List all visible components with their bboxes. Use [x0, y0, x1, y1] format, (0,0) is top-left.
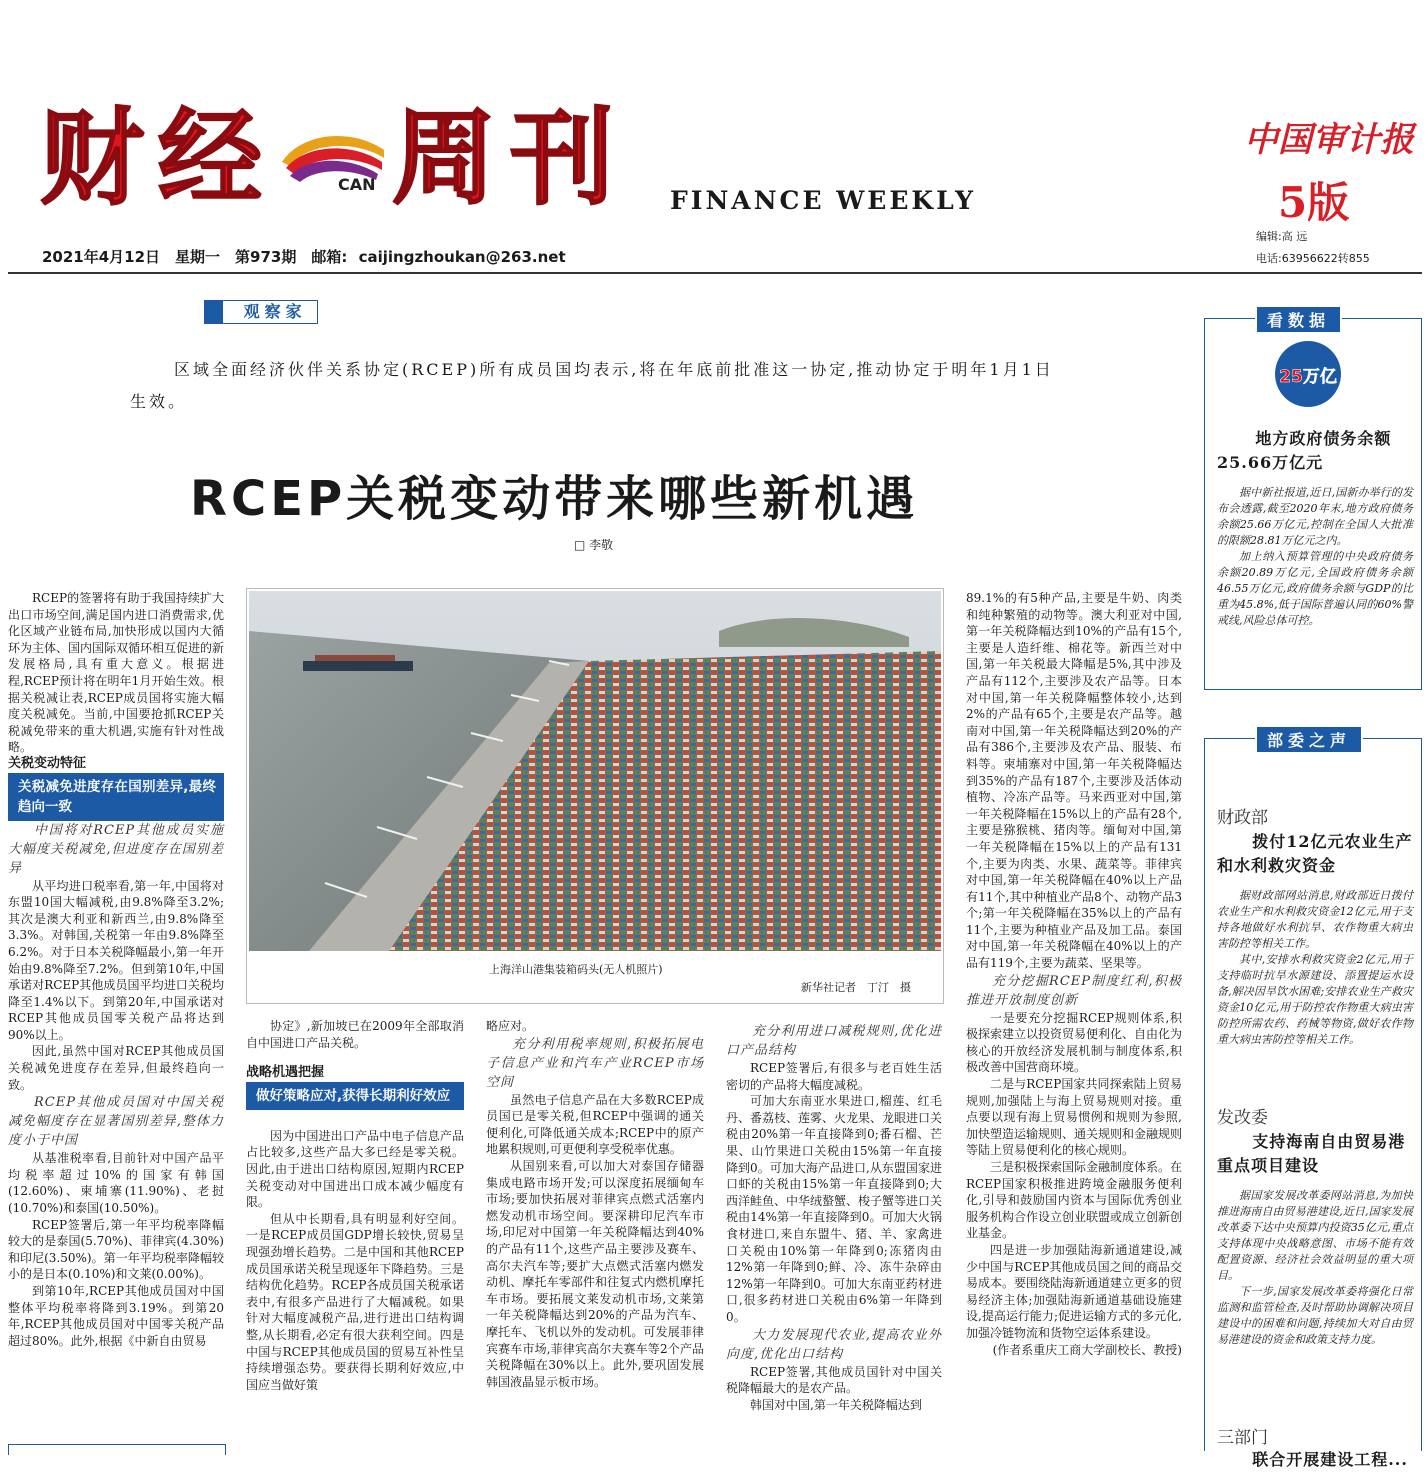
- photo-credit: 新华社记者 丁汀 摄: [801, 981, 911, 994]
- ministry-item: [1217, 1103, 1413, 1348]
- port-photo: [246, 588, 944, 1004]
- article-byline: □ 李敬: [574, 538, 614, 552]
- intro-paragraph: 区域全面经济伙伴关系协定(RCEP)所有成员国均表示,将在年底前批准这一协定,推动协定于明年1月1日生效。: [130, 360, 1054, 411]
- ministry-dept: 财政部: [1217, 808, 1268, 828]
- italic-subhead: 充分挖掘RCEP制度红利,积极推进开放制度创新: [966, 973, 1182, 1008]
- paragraph: 其中,安排水利救灾资金2亿元,用于支持临时抗旱水源建设、添置提运水设备,解决因旱饮水困难;安排农业生产救灾资金10亿元,用于防控农作物重大病虫害防控所需农药、药械等物资,做好农作物重大病虫害防控等相关工作。: [1217, 953, 1413, 1046]
- ministry-box-tag-label: 部委之声: [1257, 727, 1361, 752]
- italic-subhead: RCEP其他成员国对中国关税减免幅度存在显著国别差异,整体力度小于中国: [8, 1095, 224, 1149]
- masthead-char-2: 经: [158, 97, 263, 219]
- italic-subhead: 充分利用税率规则,积极拓展电子信息产业和汽车产业RCEP市场空间: [486, 1036, 704, 1090]
- paragraph: RCEP签署,其他成员国针对中国关税降幅最大的是农产品。: [726, 1364, 942, 1396]
- section-tag-label: 观察家: [243, 302, 307, 321]
- section-highlight-box: 做好策略应对,获得长期利好效应: [246, 1082, 464, 1110]
- next-box-edge: [8, 1444, 226, 1455]
- paragraph: 从国别来看,可以加大对泰国存储器集成电路市场开发;可以深度拓展缅甸车市场;要加快拓展对菲律宾点燃式活塞内燃发动机市场空间。要深耕印尼汽车市场,印尼对中国第一年关税降幅达到40%的产品有11个,这些产品主要涉及赛车、高尔夫汽车等;要扩大点燃式活塞内燃发动机、摩托车零部件和往复式内燃机摩托车市场。要拓展文莱发动机市场,文莱第一年关税降幅达到20%的产品为汽车、摩托车、飞机以外的发动机。可发展菲律宾赛车市场,菲律宾高尔夫赛车等2个产品关税降幅在30%以上。此外,要巩固发展韩国液晶显示板市场。: [486, 1158, 704, 1389]
- article-column-2: [246, 1018, 464, 1450]
- masthead-char-1: 财: [40, 97, 145, 219]
- paragraph: 到第10年,RCEP其他成员国对中国整体平均税率将降到3.19%。到第20年,RCEP其他成员国对中国零关税产品超过80%。此外,根据《中新自由贸易: [8, 1284, 224, 1348]
- editor-credit: 编辑:高 远: [1256, 230, 1308, 243]
- italic-subhead: 大力发展现代农业,提高农业外向度,优化出口结构: [726, 1327, 942, 1362]
- paragraph: 89.1%的有5种产品,主要是牛奶、肉类和纯种繁殖的动物等。澳大利亚对中国,第一年关税降幅达到10%的产品有15个,主要是人造纤维、棉花等。新西兰对中国,第一年关税最大降幅是5%,其中涉及产品有112个,主要涉及农产品等。日本对中国,第一年关税降幅整体较小,达到2%的产品有65个,主要是农产品等。越南对中国,第一年关税降幅达到20%的产品有386个,主要涉及农产品、服装、布料等。柬埔寨对中国,第一年关税降幅达到35%的产品有187个,主要涉及活体动植物、冷冻产品等。马来西亚对中国,第一年关税降幅在15%以上的产品有28个,主要是猕猴桃、猪肉等。缅甸对中国,第一年关税降幅在15%以上的产品有131个,主要为肉类、水果、蔬菜等。菲律宾对中国,第一年关税降幅在40%以上产品有11个,其中种植业产品8个、动物产品3个;第一年关税降幅在35%以上的产品有11个,主要为种植业产品及加工品。泰国对中国,第一年关税降幅在40%以上的产品有119个,主要为蔬菜、坚果等。: [966, 591, 1182, 971]
- paragraph: 因此,虽然中国对RCEP其他成员国关税减免进度存在差异,但最终趋向一致。: [8, 1044, 224, 1092]
- paragraph: RCEP签署后,有很多与老百姓生活密切的产品将大幅度减税。: [726, 1061, 942, 1092]
- data-badge: [1275, 341, 1341, 407]
- paragraph: 二是与RCEP国家共同探索陆上贸易规则,加强陆上与海上贸易规则对接。重点要以现有海上贸易惯例和规则为参照,加快塑造运输规则、通关规则和金融规则等陆上贸易便利化的核心规则。: [966, 1077, 1183, 1158]
- ministry-dept: 三部门: [1217, 1428, 1268, 1448]
- paragraph: 韩国对中国,第一年关税降幅达到: [750, 1397, 922, 1412]
- italic-subhead: 中国将对RCEP其他成员实施大幅度关税减免,但进度存在国别差异: [8, 822, 224, 876]
- ministry-body: [1217, 1188, 1413, 1348]
- data-badge-value: 25万亿: [1279, 366, 1337, 387]
- ministry-body: [1217, 888, 1413, 1048]
- paragraph: RCEP签署后,第一年平均税率降幅较大的是泰国(5.70%)、菲律宾(4.30%)和印尼(3.50%)。第一年平均税率降幅较小的是日本(0.10%)和文莱(0.00%)。: [8, 1217, 224, 1282]
- paragraph: 加上纳入预算管理的中央政府债务余额20.89万亿元,全国政府债务余额46.55万亿元,政府债务余额与GDP的比重为45.8%,低于国际普遍认同的60%警戒线,风险总体可控。: [1217, 550, 1413, 627]
- subheading: 关税变动特征: [8, 755, 87, 771]
- photo-caption: 上海洋山港集装箱码头(无人机照片): [489, 963, 663, 976]
- paragraph: 一是要充分挖掘RCEP规则体系,积极探索建立以投资贸易便利化、自由化为核心的开放经济发展机制与制度体系,积极改善中国营商环境。: [966, 1010, 1183, 1075]
- section-highlight-box: 关税减免进度存在国别差异,最终趋向一致: [8, 773, 224, 821]
- ministry-headline: 联合开展建设工程...: [1252, 1450, 1408, 1469]
- masthead-char-4: 刊: [510, 97, 615, 219]
- ministry-item: [1217, 803, 1413, 1048]
- italic-subhead: 充分利用进口减税规则,优化进口产品结构: [726, 1024, 942, 1058]
- article-column-5: [966, 590, 1182, 1420]
- edition-number: 5版: [1278, 178, 1350, 227]
- paragraph: 虽然电子信息产品在大多数RCEP成员国已是零关税,但RCEP中强调的通关便利化,可降低通关成本;RCEP中的原产地累积规则,可更便利享受税率优惠。: [486, 1092, 704, 1157]
- masthead-rule: [8, 272, 1422, 274]
- article-column-1: [8, 590, 224, 1450]
- paragraph: 下一步,国家发展改革委将强化日常监测和监管检查,及时帮助协调解决项目建设中的困难和问题,持续加大对自由贸易港建设的资金和政策支持力度。: [1217, 1285, 1413, 1346]
- paragraph: 可加大东南亚水果进口,榴莲、红毛丹、番荔枝、莲雾、火龙果、龙眼进口关税由20%第一年直接降到0;番石榴、芒果、山竹果进口关税由15%第一年直接降到0。可加大海产品进口,从东盟国家进口虾的关税由15%第一年直接降到0;大西洋鲑鱼、中华绒螯蟹、梭子蟹等进口关税由14%第一年直接降到0。可加大火锅食材进口,来自东盟牛、猪、羊、家禽进口关税由10%第一年降到0;冻猪肉由12%第一年降到0;鲜、冷、冻牛杂碎由12%第一年降到0。可加大东南亚药材进口,很多药材进口关税由6%第一年降到0。: [726, 1094, 943, 1324]
- english-title: FINANCE WEEKLY: [670, 186, 976, 215]
- article-column-3: [486, 1018, 704, 1450]
- phone-number: 电话:63956622转855: [1256, 252, 1370, 265]
- paragraph: 据中新社报道,近日,国新办举行的发布会透露,截至2020年末,地方政府债务余额25.66万亿元,控制在全国人大批准的限额28.81万亿元之内。: [1217, 486, 1413, 547]
- ministry-sidebar-box: [1204, 731, 1422, 1469]
- section-tag: [204, 300, 318, 324]
- data-box-tag-label: 看数据: [1257, 307, 1340, 332]
- ministry-box-tag: [1255, 727, 1363, 752]
- paragraph: RCEP的签署将有助于我国持续扩大出口市场空间,满足国内进口消费需求,优化区域产业链布局,加快形成以国内大循环为主体、国内国际双循环相互促进的新发展格局,具有重大意义。根据进程,RCEP预计将在明年1月开始生效。根据关税减让表,RCEP成员国将实施大幅度关税减免。当前,中国要抢抓RCEP关税减免带来的重大机遇,实施有针对性战略。: [8, 591, 225, 755]
- ministry-item: [1217, 1423, 1413, 1472]
- author-note: (作者系重庆工商大学副校长、教授): [992, 1342, 1182, 1357]
- paragraph: 从基准税率看,目前针对中国产品平均税率超过10%的国家有韩国(12.60%)、柬埔寨(11.90%)、老挝(10.70%)和泰国(10.50%)。: [8, 1151, 224, 1216]
- article-column-4: [726, 1022, 942, 1450]
- ministry-headline: 拨付12亿元农业生产和水利救灾资金: [1217, 832, 1413, 875]
- can-logo-icon: [272, 128, 392, 192]
- article-headline: RCEP关税变动带来哪些新机遇: [190, 471, 919, 527]
- data-box-body: [1217, 485, 1413, 629]
- ministry-dept: 发改委: [1217, 1108, 1268, 1128]
- issue-info: 2021年4月12日 星期一 第973期 邮箱: caijingzhoukan@263.net: [42, 248, 566, 266]
- paragraph: 据国家发展改革委网站消息,为加快推进海南自由贸易港建设,近日,国家发展改革委下达中央预算内投资35亿元,重点支持体现中央战略意图、市场不能有效配置资源、经济社会效益明显的重大项目。: [1217, 1189, 1413, 1282]
- ministry-headline: 支持海南自由贸易港重点项目建设: [1217, 1132, 1406, 1175]
- paragraph: 据财政部网站消息,财政部近日拨付农业生产和水利救灾资金12亿元,用于支持各地做好水利抗旱、农作物重大病虫害防控等相关工作。: [1217, 889, 1413, 950]
- paragraph: 三是积极探索国际金融制度体系。在RCEP国家积极推进跨境金融服务便利化,引导和鼓励国内资本与国际优秀创业服务机构合作设立创业联盟或成立创新创业基金。: [966, 1160, 1183, 1241]
- paragraph: 从平均进口税率看,第一年,中国将对东盟10国大幅减税,由9.8%降至3.2%;其次是澳大利亚和新西兰,由9.8%降至3.3%。对韩国,关税第一年由9.8%降至6.2%。对于日本关税降幅最小,第一年开始由9.8%降至7.2%。但到第10年,中国承诺对RCEP其他成员国平均进口关税均降至1.4%以下。到第20年,中国承诺对RCEP其他成员国零关税产品将达到90%以上。: [8, 878, 224, 1042]
- paragraph: 略应对。: [486, 1019, 535, 1033]
- logo-text: CAN: [338, 175, 376, 194]
- data-box-tag: [1255, 307, 1342, 332]
- port-photo-image: [249, 591, 941, 951]
- newspaper-brand: 中国审计报: [1244, 120, 1414, 160]
- data-sidebar-box: [1204, 311, 1422, 690]
- data-box-headline: 地方政府债务余额25.66万亿元: [1217, 429, 1392, 472]
- paragraph: 四是进一步加强陆海新通道建设,减少中国与RCEP其他成员国之间的商品交易成本。要围绕陆海新通道建立更多的贸易经济主体;加强陆海新通道基础设施建设,提高运行能力;促进运输方式的多元化,加强冷链物流和货物空运体系建设。: [966, 1242, 1183, 1340]
- paragraph: 协定》,新加坡已在2009年全部取消自中国进口产品关税。: [246, 1019, 464, 1050]
- paragraph: 因为中国进出口产品中电子信息产品占比较多,这些产品大多已经是零关税。因此,由于进出口结构原因,短期内RCEP关税变动对中国进出口成本减少幅度有限。: [246, 1128, 464, 1210]
- masthead-char-3: 周: [392, 97, 497, 219]
- subheading: 战略机遇把握: [246, 1065, 325, 1081]
- paragraph: 但从中长期看,具有明显利好空间。一是RCEP成员国GDP增长较快,贸易呈现强劲增长趋势。二是中国和其他RCEP成员国承诺关税呈现逐年下降趋势。三是结构优化趋势。RCEP各成员国关税承诺表中,有很多产品进行了大幅减税。如果针对大幅度减税产品,进行进出口结构调整,从长期看,必定有很大获利空间。四是中国与RCEP其他成员国的贸易互补性呈持续增强态势。要获得长期利好效应,中国应当做好策: [246, 1211, 464, 1392]
